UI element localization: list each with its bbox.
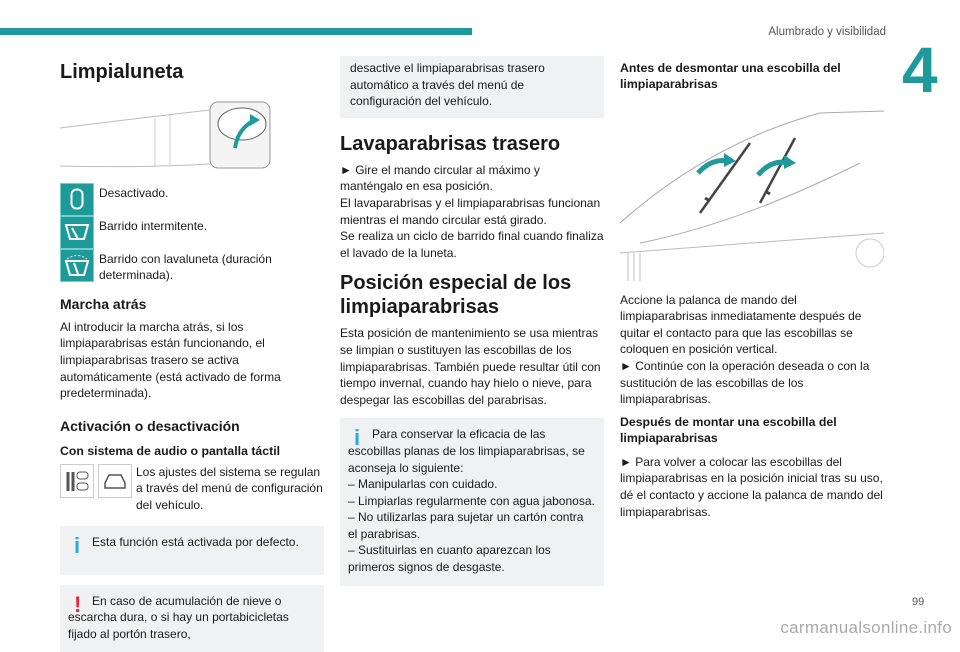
tip-item: – Limpiarlas regularmente con agua jabonosa. [348, 493, 595, 508]
section-title: Alumbrado y visibilidad [768, 26, 886, 38]
before-removal-heading: Antes de desmontar una escobilla del limpiaparabrisas [620, 61, 841, 91]
off-icon [60, 183, 94, 216]
info-note [60, 526, 324, 575]
reverse-text: Al introducir la marcha atrás, si los limpiaparabrisas están funcionando, el limpiaparabrisas trasero se activa automáticamente (está activado de forma predeterminada). [60, 319, 281, 401]
audio-settings [60, 464, 324, 514]
tips-note [340, 418, 604, 585]
warning-icon: ! [74, 591, 82, 617]
mode-label: Barrido intermitente. [99, 218, 208, 233]
settings-sliders-icon [60, 464, 94, 498]
rear-washer-step: ► Gire el mando circular al máximo y manténgalo en esa posición. [340, 162, 540, 194]
header-accent-bar [0, 28, 472, 35]
intermittent-wipe-icon [60, 216, 94, 249]
warning-note-text: En caso de acumulación de nieve o escarcha dura, o si hay un portabicicletas fijado al portón trasero, [68, 593, 289, 641]
mode-off [60, 183, 324, 216]
mode-wash [60, 249, 324, 284]
rear-washer-title: Lavaparabrisas trasero [340, 132, 561, 155]
before-removal-step: ► Continúe con la operación deseada o con la sustitución de las escobillas de los limpiaparabrisas. [620, 358, 870, 407]
special-position-title: Posición especial de los limpiaparabrisas [340, 272, 572, 319]
warning-note-continued [340, 56, 604, 118]
after-fitting-heading: Después de montar una escobilla del limpiaparabrisas [620, 414, 837, 445]
info-icon: i [74, 532, 81, 558]
column-left [60, 56, 324, 652]
page-number: 99 [912, 596, 925, 608]
rear-wiper-title: Limpialuneta [60, 61, 184, 83]
watermark: carmanualsonline.info [780, 618, 952, 637]
warning-note [60, 585, 324, 652]
after-fitting-text: ► Para volver a colocar las escobillas del limpiaparabrisas en la posición inicial tras su uso, dé el contacto y accione la palanca de mando del limpiaparabrisas. [620, 454, 883, 519]
wipe-wash-icon [60, 249, 94, 282]
special-position-text: Esta posición de mantenimiento se usa mientras se limpian o sustituyen las escobillas de los limpiaparabrisas. También puede resultar útil con tiempo invernal, cuando hay hielo o nieve, para despegar las escobillas del parabrisas. [340, 326, 601, 407]
chapter-number: 4 [902, 34, 938, 106]
vehicle-icon [98, 464, 132, 498]
tip-item: – Manipularlas con cuidado. [348, 477, 498, 492]
tips-intro: Para conservar la eficacia de las escobillas planas de los limpiaparabrisas, se aconseja lo siguiente: [348, 427, 585, 475]
audio-text: Los ajustes del sistema se regulan a través del menú de configuración del vehículo. [136, 464, 323, 512]
windscreen-wipers-illustration [620, 103, 884, 283]
before-removal-text: Accione la palanca de mando del limpiaparabrisas inmediatamente después de quitar el contacto para que las escobillas se coloquen en posición vertical. [620, 292, 862, 357]
info-icon: i [354, 425, 361, 451]
wiper-mode-list [60, 183, 324, 284]
activation-heading: Activación o desactivación [60, 417, 240, 434]
mode-label: Barrido con lavaluneta (duración determinada). [99, 251, 272, 283]
tip-item: – No utilizarlas para sujetar un cartón contra el parabrisas. [348, 510, 584, 541]
warning-cont-text: desactive el limpiaparabrisas trasero automático a través del menú de configuración del vehículo. [350, 61, 545, 109]
tip-item: – Sustituirlas en cuanto aparezcan los primeros signos de desgaste. [348, 543, 551, 575]
rear-washer-text: Se realiza un ciclo de barrido final cuando finaliza el lavado de la luneta. [340, 229, 604, 260]
column-right [620, 56, 884, 520]
mode-label: Desactivado. [99, 185, 169, 200]
wiper-stalk-illustration [60, 98, 274, 172]
rear-washer-text: El lavaparabrisas y el limpiaparabrisas funcionan mientras el mando circular está girado. [340, 195, 601, 227]
reverse-heading: Marcha atrás [60, 295, 147, 312]
mode-intermittent [60, 216, 324, 249]
audio-heading: Con sistema de audio o pantalla táctil [60, 443, 281, 458]
column-middle [340, 56, 604, 586]
info-note-text: Esta función está activada por defecto. [92, 534, 299, 549]
